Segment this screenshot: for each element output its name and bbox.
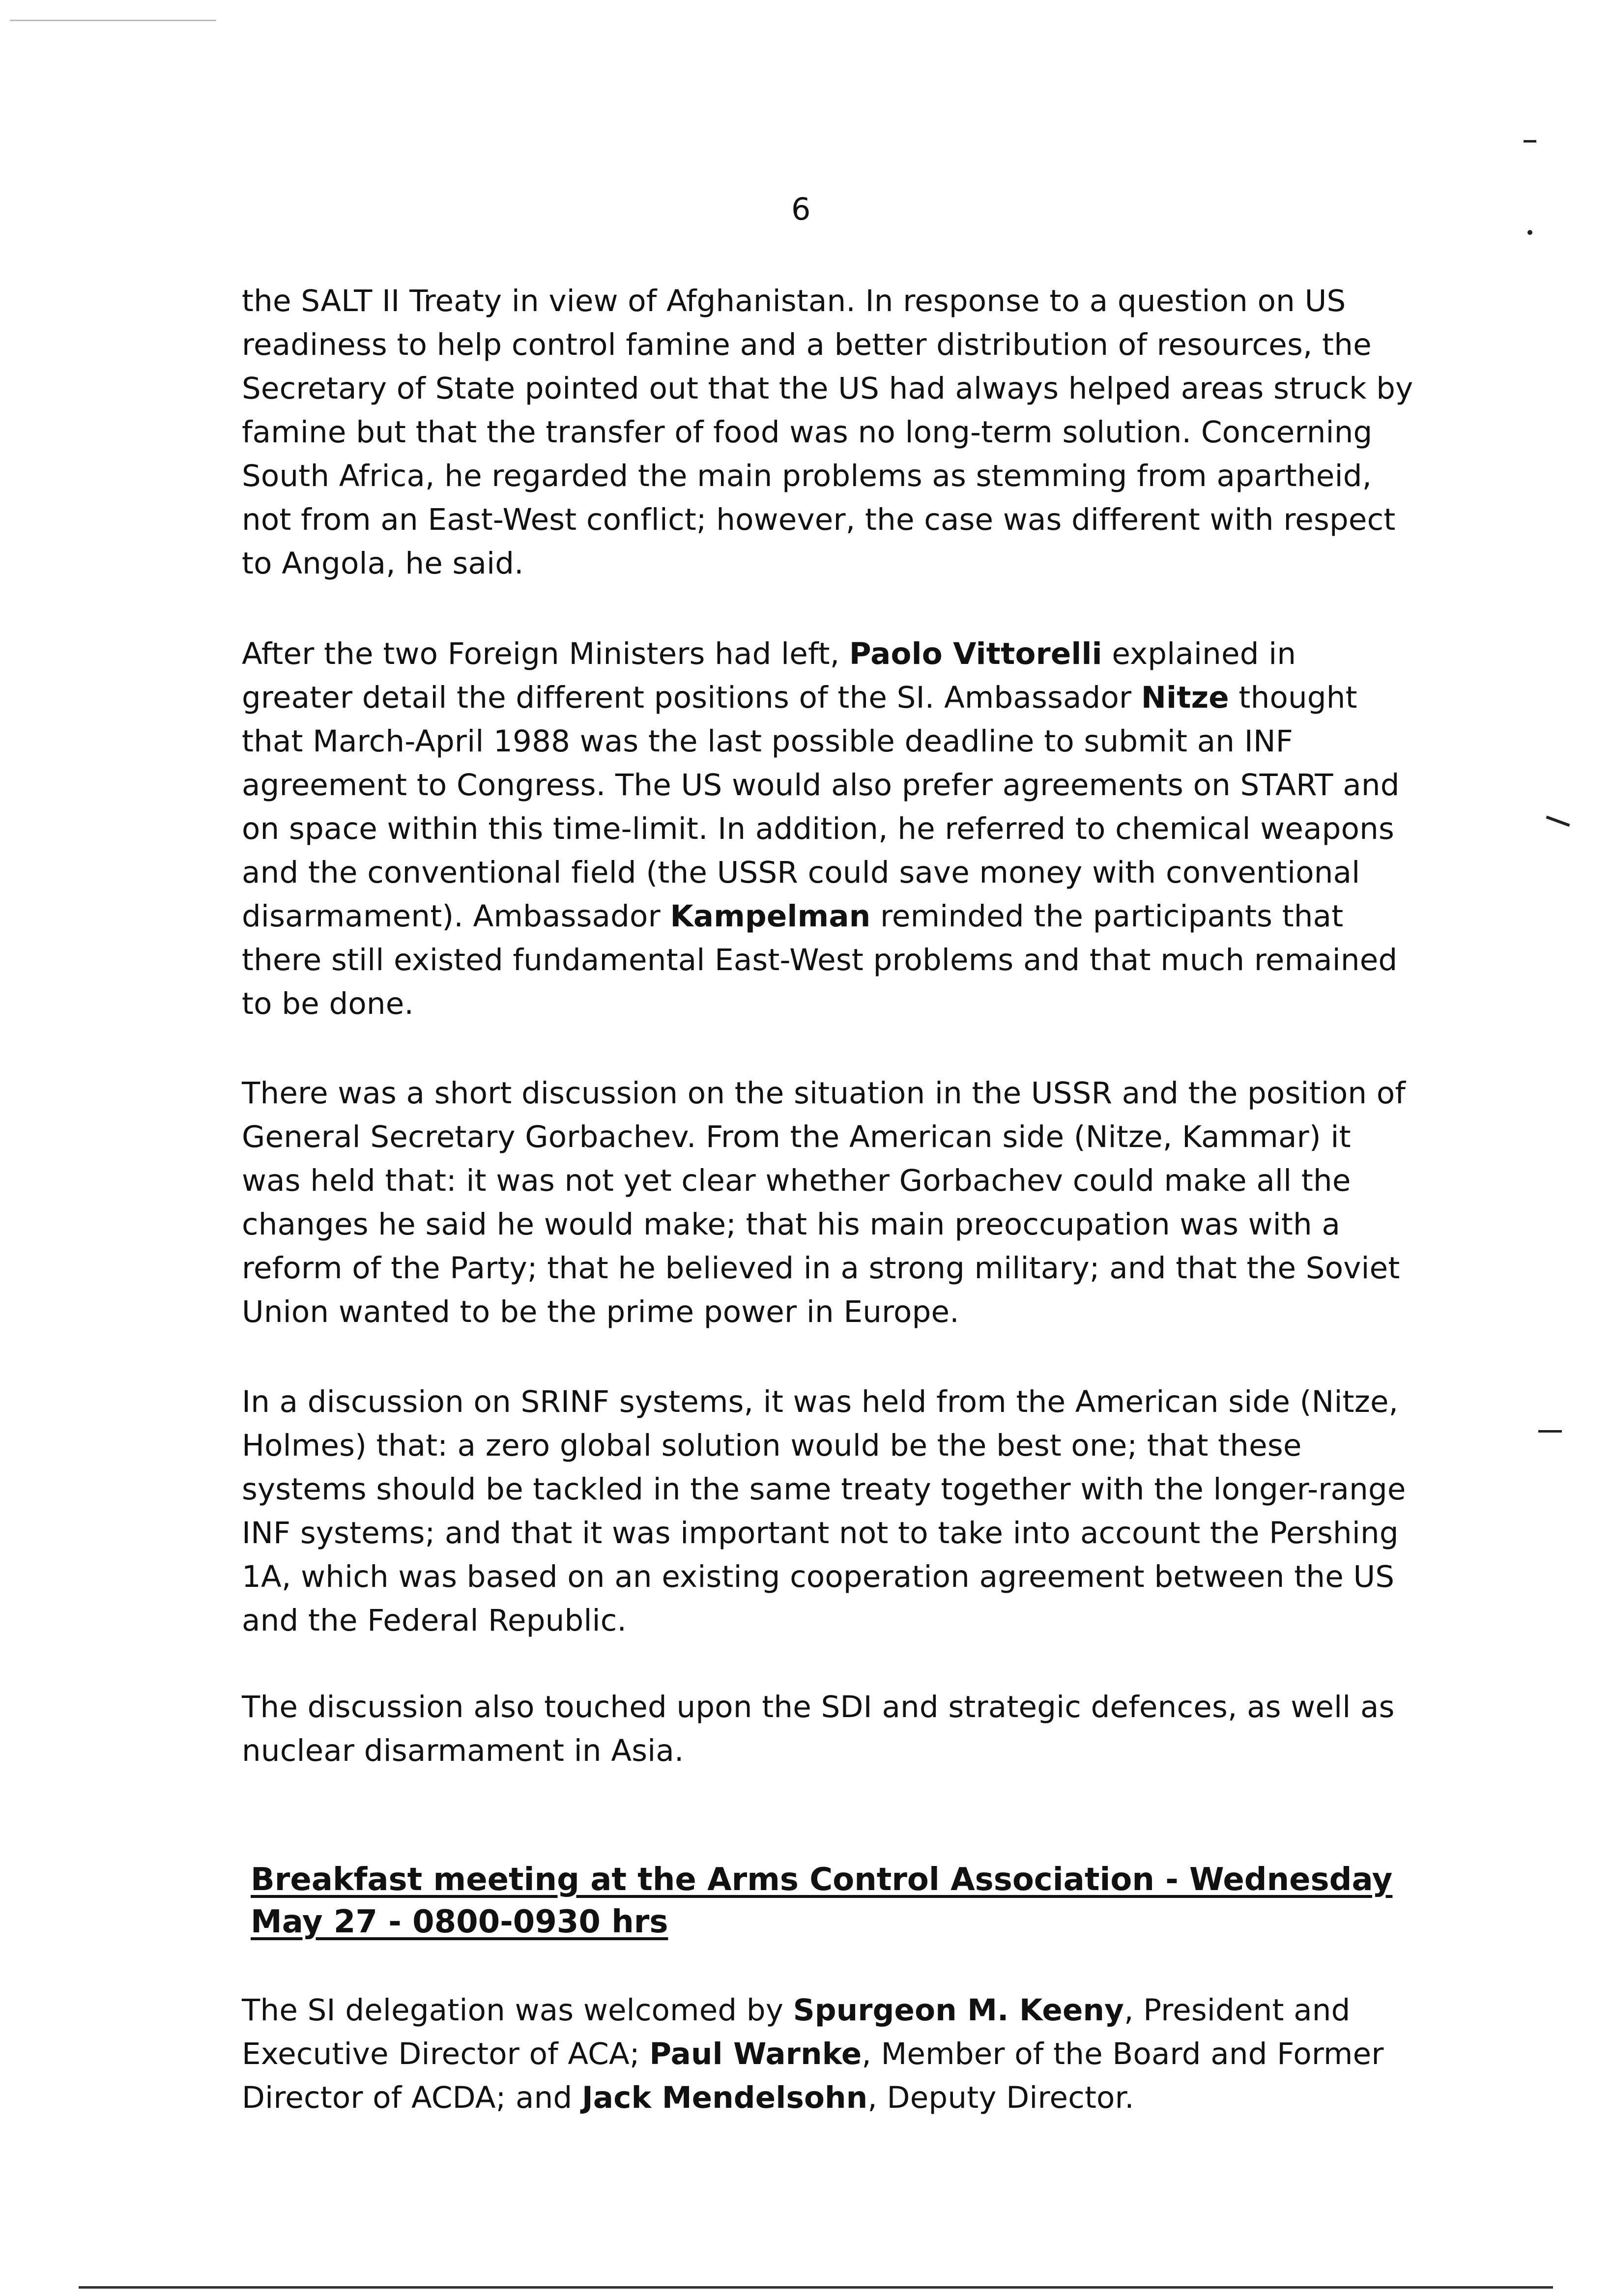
paragraph-si-delegation [242,1988,1416,2120]
paragraph-foreign-ministers [242,632,1416,1026]
person-name: Spurgeon M. Keeny [793,1993,1124,2028]
paragraph-text: After the two Foreign Ministers had left, [242,636,849,671]
person-name: Paul Warnke [649,2037,862,2071]
scan-artifact [1538,1430,1562,1433]
paragraph-text: The SI delegation was welcomed by [242,1993,793,2028]
paragraph-text: explained in greater detail the different positions of the SI. Ambassador [242,636,1296,715]
scan-artifact [1546,816,1570,827]
scan-artifact [10,20,216,21]
paragraph-text: , President and Executive Director of ACA; [242,1993,1351,2071]
paragraph-text: thought that March-April 1988 was the last possible deadline to submit an INF agreement to Congress. The US would also prefer agreements on START and on space within this time-limit. In addition, he referred to chemical weapons and the conventional field (the USSR could save money with conventional disarmament). Ambassador [242,680,1400,934]
person-name: Nitze [1141,680,1229,715]
section-heading: Breakfast meeting at the Arms Control Association - Wednesday May 27 - 0800-0930 hrs [251,1862,1393,1940]
paragraph-text: reminded the participants that there still existed fundamental East-West problems and that much remained to be done. [242,899,1398,1021]
paragraph-ussr-discussion: There was a short discussion on the situation in the USSR and the position of General Secretary Gorbachev. From the American side (Nitze, Kammar) it was held that: it was not yet clear whether Gorbachev could make all the changes he said he would make; that his main preoccupation was with a reform of the Party; that he believed in a strong military; and that the Soviet Union wanted to be the prime power in Europe. [242,1076,1406,1329]
scan-edge-line [79,2286,1553,2289]
scan-artifact [1527,230,1532,235]
page-number: 6 [791,191,811,227]
paragraph-sdi-discussion: The discussion also touched upon the SDI and strategic defences, as well as nuclear disarmament in Asia. [242,1690,1395,1768]
person-name: Paolo Vittorelli [849,636,1102,671]
paragraph-srinf-discussion: In a discussion on SRINF systems, it was held from the American side (Nitze, Holmes) that: a zero global solution would be the best one; that these systems should be tackled in the same treaty together with the longer-range INF systems; and that it was important not to take into account the Pershing 1A, which was based on an existing cooperation agreement between the US and the Federal Republic. [242,1384,1406,1638]
paragraph-salt-treaty: the SALT II Treaty in view of Afghanistan. In response to a question on US readiness to help control famine and a better distribution of resources, the Secretary of State pointed out that the US had always helped areas struck by famine but that the transfer of food was no long-term solution. Concerning South Africa, he regarded the main problems as stemming from apartheid, not from an East-West conflict; however, the case was different with respect to Angola, he said. [242,284,1413,581]
paragraph-text: , Member of the Board and Former Director of ACDA; and [242,2037,1384,2115]
person-name: Jack Mendelsohn [582,2080,868,2115]
scan-artifact [1524,140,1536,143]
person-name: Kampelman [670,899,871,934]
paragraph-text: , Deputy Director. [867,2080,1134,2115]
